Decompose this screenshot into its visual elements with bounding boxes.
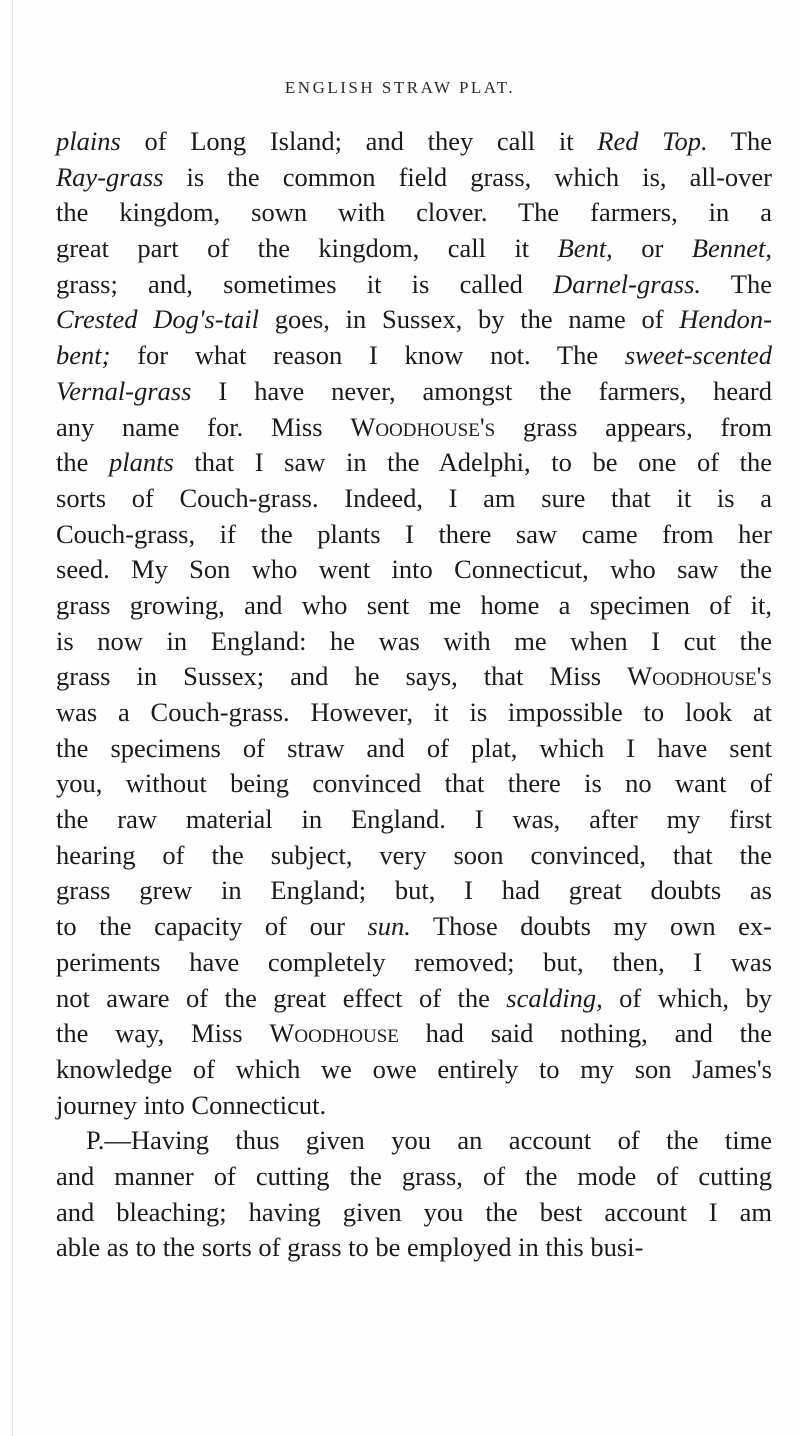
text-run: P.—Having thus given you an account of the time [86, 1125, 772, 1156]
text-run: the kingdom, sown with clover. The farmers, in a [56, 197, 772, 228]
text-run: is now in England: he was with me when I cut the [56, 625, 772, 656]
text-line [56, 588, 772, 624]
text-run: was a Couch-grass. However, it is impossible to look at [56, 697, 772, 727]
text-run: The [707, 126, 772, 156]
text-line [56, 1123, 772, 1159]
text-line [56, 481, 772, 517]
text-line [56, 1195, 772, 1231]
text-line [56, 659, 772, 695]
text-line [56, 267, 772, 303]
text-run: sun. [367, 911, 411, 942]
text-line [56, 981, 772, 1017]
text-line [56, 374, 772, 410]
text-line [56, 695, 772, 731]
text-run: the raw material in England. I was, after my first [56, 804, 772, 835]
text-line [56, 1052, 772, 1088]
text-line [56, 802, 772, 838]
text-run: bent; [56, 340, 111, 371]
text-line [56, 445, 772, 481]
text-line [56, 1159, 772, 1195]
text-run: had said nothing, and the [398, 1018, 773, 1049]
text-run: sorts of Couch-grass. Indeed, I am sure that it is a [56, 482, 772, 513]
text-run: grass grew in England; but, I had great doubts as [56, 875, 772, 906]
text-run: the way, Miss [56, 1018, 270, 1049]
text-run: and manner of cutting the grass, of the mode of cutting [56, 1160, 772, 1191]
text-run: Darnel-grass. [553, 268, 702, 299]
text-run: Woodhouse's [350, 411, 496, 442]
text-run: Couch-grass, if the plants I there saw came from her [56, 518, 772, 549]
text-run: Woodhouse's [627, 661, 772, 692]
text-run: of which, by [602, 982, 772, 1013]
text-line [56, 731, 772, 767]
text-line [56, 1016, 772, 1052]
text-run: plains [56, 126, 121, 156]
text-run: Ray-grass [56, 161, 164, 192]
text-run: Woodhouse [269, 1018, 399, 1049]
text-run: plants [108, 447, 174, 478]
text-run: periments have completely removed; but, then, I was [56, 946, 772, 977]
text-run: seed. My Son who went into Connecticut, who saw the [56, 554, 772, 585]
text-run: great part of the kingdom, call it [56, 233, 558, 264]
text-run: grass in Sussex; and he says, that Miss [56, 661, 628, 692]
text-run: Crested Dog's-tail [56, 304, 259, 335]
text-run: to the capacity of our [56, 911, 368, 942]
text-run: hearing of the subject, very soon convinced, that the [56, 839, 772, 870]
text-line [56, 124, 772, 160]
text-run: goes, in Sussex, by the name of [258, 304, 680, 335]
text-run: sweet-scented [624, 340, 772, 371]
text-line [56, 410, 772, 446]
text-line [56, 838, 772, 874]
text-line [56, 231, 772, 267]
text-run: Bent, [557, 233, 613, 264]
text-line [56, 302, 772, 338]
text-line [56, 1088, 772, 1124]
text-run: Bennet, [691, 233, 773, 264]
text-run: Red Top. [597, 126, 708, 156]
text-run: is the common field grass, which is, all-over [163, 161, 772, 192]
text-run: for what reason I know not. The [110, 340, 625, 371]
text-run: scalding, [506, 982, 603, 1013]
text-run: knowledge of which we owe entirely to my son James's [56, 1053, 772, 1084]
text-run: Vernal-grass [56, 375, 192, 406]
text-run: able as to the sorts of grass to be employed in this busi- [56, 1232, 644, 1263]
text-line [56, 1230, 772, 1266]
text-run: Hendon- [679, 304, 773, 335]
text-run: the specimens of straw and of plat, which I have sent [56, 732, 772, 763]
margin-shadow [12, 0, 13, 1436]
text-run: Those doubts my own ex- [410, 911, 772, 942]
text-line [56, 195, 772, 231]
text-run: The [701, 268, 772, 299]
body-text [56, 124, 772, 1266]
text-run: I have never, amongst the farmers, heard [191, 375, 772, 406]
text-run: not aware of the great effect of the [56, 982, 507, 1013]
text-line [56, 338, 772, 374]
text-run: that I saw in the Adelphi, to be one of the [173, 447, 773, 478]
text-run: you, without being convinced that there is no want of [56, 768, 772, 799]
text-line [56, 945, 772, 981]
text-run: journey into Connecticut. [56, 1089, 327, 1120]
text-run: and bleaching; having given you the best account I am [56, 1196, 772, 1227]
text-run: of Long Island; and they call it [120, 126, 598, 156]
text-line [56, 517, 772, 553]
text-line [56, 909, 772, 945]
text-line [56, 766, 772, 802]
text-run: any name for. Miss [56, 411, 351, 442]
text-run: the [56, 447, 109, 478]
text-line [56, 552, 772, 588]
text-line [56, 873, 772, 909]
text-line [56, 624, 772, 660]
text-run: grass appears, from [495, 411, 773, 442]
text-run: grass growing, and who sent me home a specimen of it, [56, 589, 772, 620]
running-head: ENGLISH STRAW PLAT. [284, 78, 516, 97]
text-line [56, 160, 772, 196]
text-run: or [612, 233, 692, 264]
text-run: grass; and, sometimes it is called [56, 268, 554, 299]
